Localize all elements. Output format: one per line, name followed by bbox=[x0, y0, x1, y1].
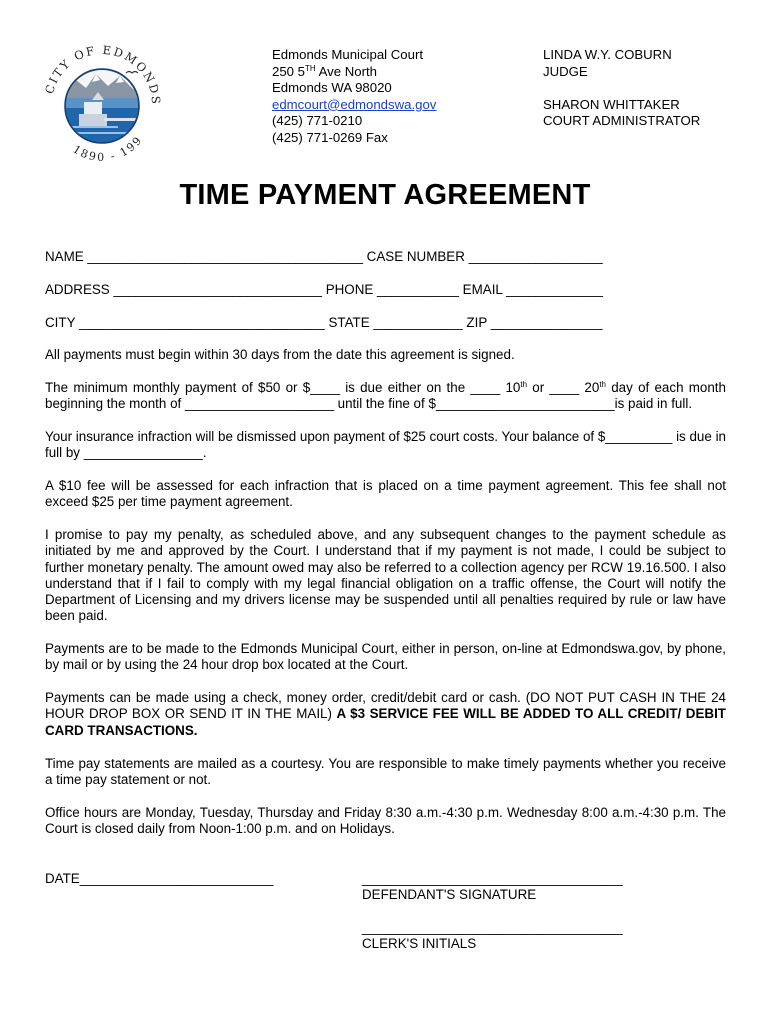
court-contact-block bbox=[272, 47, 436, 147]
clerk-initials-line[interactable]: ___________________________________ bbox=[362, 920, 623, 935]
payment-methods-location-paragraph: Payments are to be made to the Edmonds Municipal Court, either in person, on-line at Edmondswa.gov, by phone, by mail or by using the 24 hour drop box located at the Court. bbox=[45, 641, 726, 673]
minimum-payment-paragraph: The minimum monthly payment of $50 or $____ is due either on the ____ 10th or ____ 20th day of each month beginning the month of ____________________ until the fine of $________________________is paid in full. bbox=[45, 380, 726, 412]
insurance-infraction-paragraph: Your insurance infraction will be dismissed upon payment of $25 court costs. Your balance of $_________ is due in full by ________________. bbox=[45, 429, 726, 461]
city-seal-logo bbox=[38, 40, 166, 162]
svg-text:1890 - 1990: 1890 - 199 bbox=[70, 133, 146, 162]
svg-text:CITY OF EDMONDS: CITY OF EDMONDS bbox=[42, 42, 164, 107]
time-payment-fee-paragraph: A $10 fee will be assessed for each infraction that is placed on a time payment agreement. This fee shall not exceed $25 per time payment agreement. bbox=[45, 478, 726, 510]
judge-name: LINDA W.Y. COBURN bbox=[543, 47, 672, 62]
city-seal-icon bbox=[38, 40, 166, 162]
administrator-title: COURT ADMINISTRATOR bbox=[543, 113, 701, 129]
city-state-zip-fields[interactable]: CITY _________________________________ STATE ____________ ZIP _______________ bbox=[45, 315, 603, 330]
court-staff-block bbox=[543, 47, 700, 130]
service-fee-notice: A $3 SERVICE FEE WILL BE ADDED TO ALL CREDIT/ DEBIT CARD TRANSACTIONS. bbox=[45, 706, 726, 738]
court-name: Edmonds Municipal Court bbox=[272, 47, 423, 62]
date-field[interactable]: DATE__________________________ bbox=[45, 871, 274, 886]
document-title: TIME PAYMENT AGREEMENT bbox=[179, 179, 591, 211]
statements-courtesy-paragraph: Time pay statements are mailed as a courtesy. You are responsible to make timely payments whether you receive a time pay statement or not. bbox=[45, 756, 726, 788]
court-phone: (425) 771-0210 bbox=[272, 113, 363, 129]
penalty-promise-paragraph: I promise to pay my penalty, as scheduled above, and any subsequent changes to the payment schedule as initiated by me and approved by the Court. I understand that if my payment is not made, I could be subject to further monetary penalty. The amount owed may also be referred to a collection agency per RCW 19.16.500. I also understand that if I fail to comply with my legal financial obligation on a traffic offense, the Court will notify the Department of Licensing and my drivers license may be suspended until all penalties required by rule or law have been paid. bbox=[45, 527, 726, 624]
office-hours-paragraph: Office hours are Monday, Tuesday, Thursday and Friday 8:30 a.m.-4:30 p.m. Wednesday 8:00 a.m.-4:30 p.m. The Court is closed daily from Noon-1:00 p.m. and on Holidays. bbox=[45, 805, 726, 837]
administrator-name: SHARON WHITTAKER bbox=[543, 96, 680, 112]
court-fax: (425) 771-0269 Fax bbox=[272, 129, 388, 145]
defendant-signature-label: DEFENDANT'S SIGNATURE bbox=[362, 887, 537, 902]
defendant-signature-line[interactable]: ___________________________________ bbox=[362, 871, 623, 886]
judge-title: JUDGE bbox=[543, 63, 588, 79]
court-email-link[interactable]: edmcourt@edmondswa.gov bbox=[272, 96, 437, 112]
address-phone-email-fields[interactable]: ADDRESS ____________________________ PHONE ___________ EMAIL _____________ bbox=[45, 282, 603, 297]
clerk-initials-label: CLERK'S INITIALS bbox=[362, 936, 477, 951]
name-case-number-fields[interactable]: NAME _____________________________________ CASE NUMBER __________________ bbox=[45, 249, 603, 264]
payment-start-paragraph: All payments must begin within 30 days from the date this agreement is signed. bbox=[45, 347, 515, 362]
court-city-state-zip: Edmonds WA 98020 bbox=[272, 80, 392, 96]
payment-types-paragraph: Payments can be made using a check, money order, credit/debit card or cash. (DO NOT PUT CASH IN THE 24 HOUR DROP BOX OR SEND IT IN THE MAIL) A $3 SERVICE FEE WILL BE ADDED TO ALL CREDIT/ DEBIT CARD TRANSACTIONS. bbox=[45, 690, 726, 738]
court-street-address: 250 5TH Ave North bbox=[272, 63, 378, 79]
